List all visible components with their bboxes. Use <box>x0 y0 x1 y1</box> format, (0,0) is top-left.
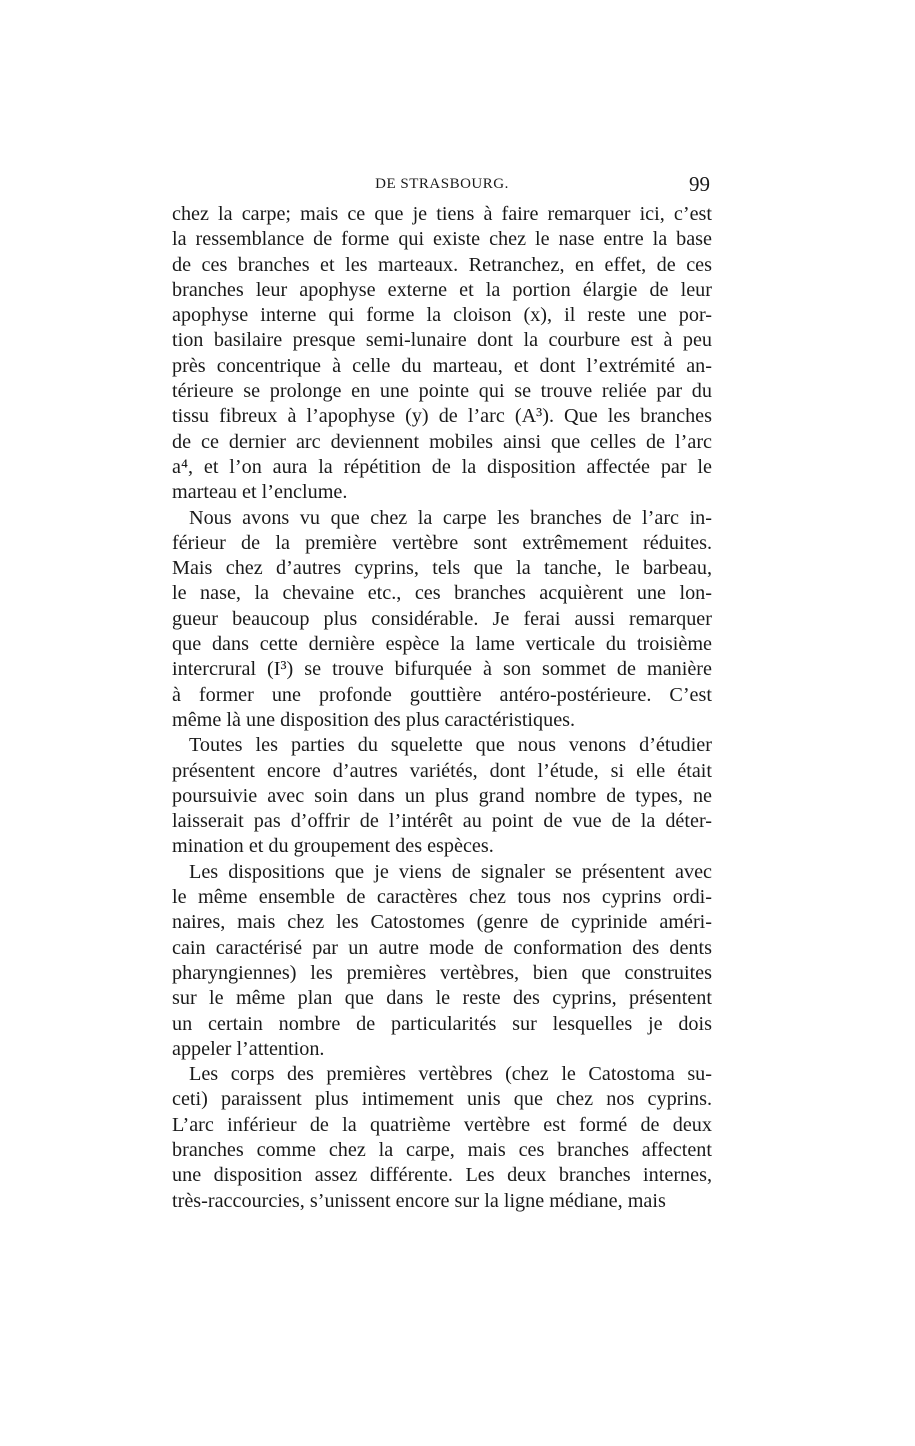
running-head <box>172 172 712 202</box>
paragraph <box>172 733 712 859</box>
text-body <box>172 202 712 1214</box>
text-line: Nous avons vu que chez la carpe les branches de l’arc in- <box>189 506 712 529</box>
text-line: a⁴, et l’on aura la répétition de la disposition affectée par le <box>172 455 712 478</box>
text-line: branches leur apophyse externe et la portion élargie de leur <box>172 278 712 301</box>
text-line: très-raccourcies, s’unissent encore sur la ligne médiane, mais <box>172 1189 666 1212</box>
text-line: de ces branches et les marteaux. Retranchez, en effet, de ces <box>172 253 712 276</box>
text-line: même là une disposition des plus caractéristiques. <box>172 708 576 731</box>
text-line: tissu fibreux à l’apophyse (y) de l’arc (A³). Que les branches <box>172 405 712 428</box>
text-line: une disposition assez différente. Les deux branches internes, <box>172 1164 712 1187</box>
text-line: sur le même plan que dans le reste des cyprins, présentent <box>172 987 712 1010</box>
text-line: le même ensemble de caractères chez tous nos cyprins ordi- <box>172 886 712 909</box>
text-line: térieure se prolonge en une pointe qui se trouve reliée par du <box>172 380 712 403</box>
text-line: Les dispositions que je viens de signaler se présentent avec <box>189 860 712 883</box>
text-line: Les corps des premières vertèbres (chez le Catostoma su- <box>189 1063 712 1086</box>
text-line: branches comme chez la carpe, mais ces branches affectent <box>172 1138 712 1161</box>
text-line: L’arc inférieur de la quatrième vertèbre est formé de deux <box>172 1113 712 1136</box>
running-head-title: DE STRASBOURG. <box>375 176 509 192</box>
text-line: à former une profonde gouttière antéro-postérieure. C’est <box>172 683 712 706</box>
paragraph <box>172 860 712 1062</box>
text-line: intercrural (I³) se trouve bifurquée à son sommet de manière <box>172 658 712 681</box>
text-line: naires, mais chez les Catostomes (genre de cyprinide améri- <box>172 911 712 934</box>
text-line: cain caractérisé par un autre mode de conformation des dents <box>172 936 712 959</box>
text-line: présentent encore d’autres variétés, dont l’étude, si elle était <box>172 759 712 782</box>
text-line: un certain nombre de particularités sur lesquelles je dois <box>172 1012 712 1035</box>
text-line: Toutes les parties du squelette que nous venons d’étudier <box>189 734 712 757</box>
text-line: appeler l’attention. <box>172 1037 325 1060</box>
text-line: poursuivie avec soin dans un plus grand nombre de types, ne <box>172 784 712 807</box>
text-line: férieur de la première vertèbre sont extrêmement réduites. <box>172 531 712 554</box>
text-line: mination et du groupement des espèces. <box>172 835 494 858</box>
text-line: de ce dernier arc deviennent mobiles ainsi que celles de l’arc <box>172 430 712 453</box>
page-body <box>172 172 712 1214</box>
text-line: pharyngiennes) les premières vertèbres, bien que construites <box>172 961 712 984</box>
text-line: Mais chez d’autres cyprins, tels que la tanche, le barbeau, <box>172 557 712 580</box>
text-line: le nase, la chevaine etc., ces branches acquièrent une lon- <box>172 582 712 605</box>
text-line: gueur beaucoup plus considérable. Je ferai aussi remarquer <box>172 607 712 630</box>
paragraph <box>172 202 712 506</box>
text-line: laisserait pas d’offrir de l’intérêt au point de vue de la déter- <box>172 810 712 833</box>
text-line: chez la carpe; mais ce que je tiens à faire remarquer ici, c’est <box>172 203 712 225</box>
text-line: près concentrique à celle du marteau, et dont l’extrémité an- <box>172 354 712 377</box>
text-line: marteau et l’enclume. <box>172 481 348 504</box>
text-line: ceti) paraissent plus intimement unis que chez nos cyprins. <box>172 1088 712 1111</box>
text-line: apophyse interne qui forme la cloison (x), il reste une por- <box>172 304 712 327</box>
paragraph <box>172 506 712 734</box>
text-line: que dans cette dernière espèce la lame verticale du troisième <box>172 633 712 656</box>
page-number: 99 <box>689 172 710 196</box>
paragraph <box>172 1062 712 1214</box>
text-line: tion basilaire presque semi-lunaire dont la courbure est à peu <box>172 329 712 352</box>
text-line: la ressemblance de forme qui existe chez le nase entre la base <box>172 228 712 251</box>
